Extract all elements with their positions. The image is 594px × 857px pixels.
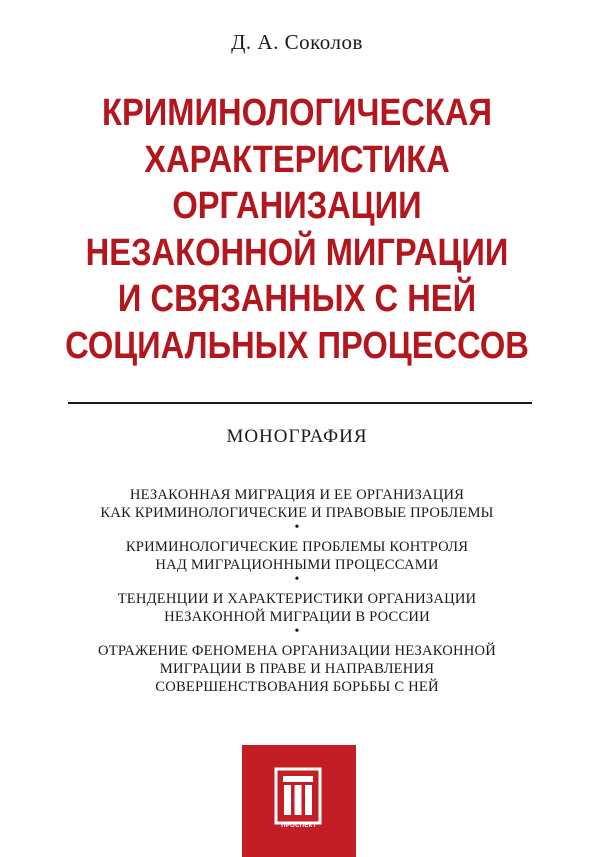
topic-line: МИГРАЦИИ В ПРАВЕ И НАПРАВЛЕНИЯ bbox=[159, 661, 435, 677]
publisher-block bbox=[242, 745, 356, 857]
columns-building-logo-icon bbox=[274, 767, 322, 825]
genre-label: МОНОГРАФИЯ bbox=[226, 426, 368, 447]
title-line: СОЦИАЛЬНЫХ ПРОЦЕССОВ bbox=[65, 324, 529, 367]
bullet-separator: • bbox=[294, 624, 300, 639]
title-line: НЕЗАКОННОЙ МИГРАЦИИ bbox=[85, 231, 509, 274]
topic-item bbox=[30, 590, 564, 626]
topic-item bbox=[30, 538, 564, 574]
book-title bbox=[20, 90, 574, 369]
topic-item bbox=[30, 642, 564, 696]
bullet-separator: • bbox=[294, 572, 300, 587]
topic-line: НЕЗАКОННАЯ МИГРАЦИЯ И ЕЕ ОРГАНИЗАЦИЯ bbox=[129, 487, 465, 503]
topic-line: ОТРАЖЕНИЕ ФЕНОМЕНА ОРГАНИЗАЦИИ НЕЗАКОННОЙ bbox=[98, 643, 496, 659]
title-line: ОРГАНИЗАЦИИ bbox=[172, 185, 422, 227]
bullet-separator: • bbox=[294, 520, 300, 535]
topic-line: СОВЕРШЕНСТВОВАНИЯ БОРЬБЫ С НЕЙ bbox=[155, 679, 439, 695]
title-line: ХАРАКТЕРИСТИКА bbox=[144, 138, 450, 181]
topic-line: НАД МИГРАЦИОННЫМИ ПРОЦЕССАМИ bbox=[155, 557, 439, 573]
topic-line: КАК КРИМИНОЛОГИЧЕСКИЕ И ПРАВОВЫЕ ПРОБЛЕМЫ bbox=[100, 505, 494, 521]
topic-line: КРИМИНОЛОГИЧЕСКИЕ ПРОБЛЕМЫ КОНТРОЛЯ bbox=[125, 539, 469, 555]
title-divider bbox=[68, 402, 532, 404]
author-name: Д. А. Соколов bbox=[231, 30, 363, 54]
topic-item bbox=[30, 486, 564, 522]
title-line: И СВЯЗАННЫХ С НЕЙ bbox=[117, 278, 477, 320]
topic-line: НЕЗАКОННОЙ МИГРАЦИИ В РОССИИ bbox=[164, 609, 430, 625]
topics-list bbox=[30, 486, 564, 696]
topic-line: ТЕНДЕНЦИИ И ХАРАКТЕРИСТИКИ ОРГАНИЗАЦИИ bbox=[117, 591, 477, 607]
title-line: КРИМИНОЛОГИЧЕСКАЯ bbox=[102, 92, 492, 134]
publisher-name: ПРОСПЕКТ bbox=[281, 823, 317, 829]
